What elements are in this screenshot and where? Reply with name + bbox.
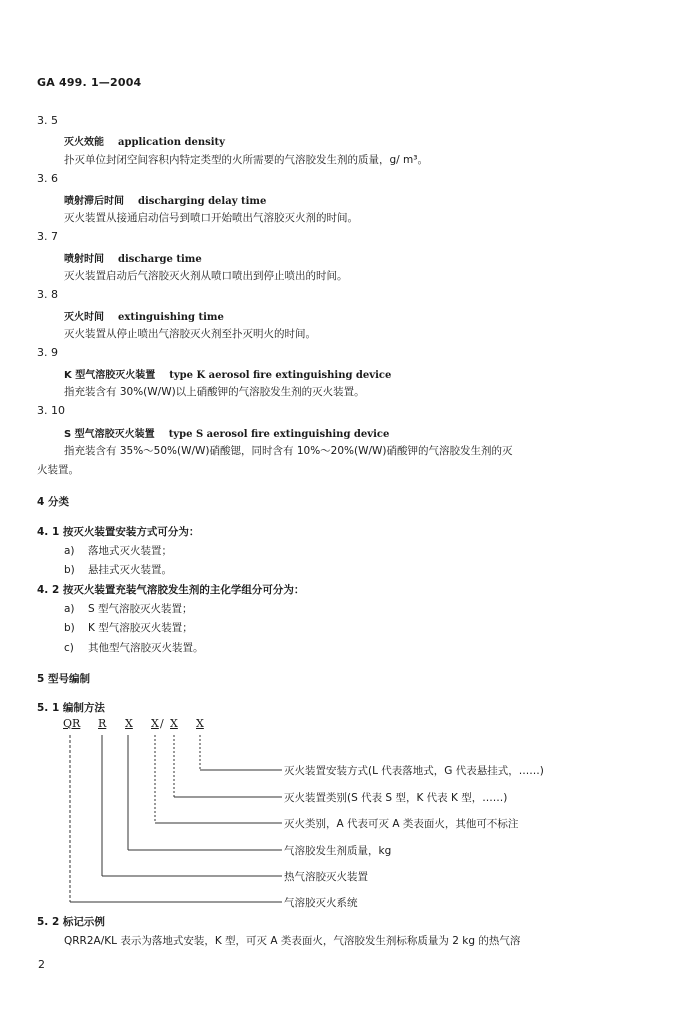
list-item-label: b) — [64, 564, 75, 576]
term-en: extinguishing time — [118, 312, 224, 323]
term-zh: K 型气溶胶灭火装置 — [64, 370, 156, 381]
list-item-text: S 型气溶胶灭火装置； — [88, 603, 193, 615]
term-en: application density — [118, 137, 225, 148]
code-description: 气溶胶灭火系统 — [284, 897, 358, 909]
term-definition: 扑灭单位封闭空间容积内特定类型的火所需要的气溶胶发生剂的质量，g/ m³。 — [64, 154, 428, 166]
list-item-text: 悬挂式灭火装置。 — [88, 564, 172, 576]
term-number: 3. 8 — [37, 288, 58, 301]
code-description: 热气溶胶灭火装置 — [284, 871, 368, 883]
subsection-title: 4. 1 按灭火装置安装方式可分为： — [37, 526, 200, 538]
list-item-label: c) — [64, 642, 74, 654]
code-description: 灭火装置安装方式(L 代表落地式，G 代表悬挂式，……) — [284, 765, 544, 777]
term-number: 3. 6 — [37, 172, 58, 185]
list-item-label: a) — [64, 603, 75, 615]
model-code-part: QR — [63, 717, 81, 730]
model-code-part: X — [196, 717, 204, 730]
model-code-part: X — [151, 717, 159, 730]
subsection-title: 5. 2 标记示例 — [37, 916, 105, 928]
model-code-part: X — [170, 717, 178, 730]
code-description: 灭火装置类别(S 代表 S 型，K 代表 K 型，……) — [284, 792, 508, 804]
code-description: 灭火类别，A 代表可灭 A 类表面火，其他可不标注 — [284, 818, 519, 830]
example-text: QRR2A/KL 表示为落地式安装，K 型，可灭 A 类表面火，气溶胶发生剂标称质量为 2 kg 的热气溶 — [64, 935, 521, 947]
term-definition: 灭火装置从接通启动信号到喷口开始喷出气溶胶灭火剂的时间。 — [64, 212, 358, 224]
subsection-title: 5. 1 编制方法 — [37, 702, 105, 714]
term-zh: 灭火时间 — [64, 312, 104, 323]
subsection-title: 4. 2 按灭火装置充装气溶胶发生剂的主化学组分可分为： — [37, 584, 305, 596]
term-en: discharge time — [118, 254, 202, 265]
term-en: discharging delay time — [138, 196, 267, 207]
section-title: 5 型号编制 — [37, 673, 90, 685]
term-en: type K aerosol fire extinguishing device — [169, 370, 392, 381]
code-description: 气溶胶发生剂质量，kg — [284, 845, 392, 857]
model-code-part: R — [98, 717, 107, 730]
term-definition: 灭火装置从停止喷出气溶胶灭火剂至扑灭明火的时间。 — [64, 328, 316, 340]
model-code-separator: / — [160, 717, 164, 730]
standard-header: GA 499. 1—2004 — [37, 76, 142, 89]
term-number: 3. 5 — [37, 114, 58, 127]
list-item-text: 其他型气溶胶灭火装置。 — [88, 642, 204, 654]
term-zh: S 型气溶胶灭火装置 — [64, 429, 155, 440]
list-item-text: 落地式灭火装置； — [88, 545, 172, 557]
term-definition: 指充装含有 30%(W/W)以上硝酸钾的气溶胶发生剂的灭火装置。 — [64, 386, 365, 398]
list-item-text: K 型气溶胶灭火装置； — [88, 622, 193, 634]
term-definition-continuation: 火装置。 — [37, 464, 79, 476]
term-number: 3. 10 — [37, 404, 65, 417]
list-item-label: a) — [64, 545, 75, 557]
term-zh: 喷射时间 — [64, 254, 104, 265]
term-zh: 喷射滞后时间 — [64, 196, 124, 207]
term-zh: 灭火效能 — [64, 137, 104, 148]
term-definition: 灭火装置启动后气溶胶灭火剂从喷口喷出到停止喷出的时间。 — [64, 270, 348, 282]
list-item-label: b) — [64, 622, 75, 634]
term-en: type S aerosol fire extinguishing device — [168, 429, 390, 440]
term-number: 3. 9 — [37, 346, 58, 359]
section-title: 4 分类 — [37, 496, 69, 508]
term-definition: 指充装含有 35%～50%(W/W)硝酸锶，同时含有 10%～20%(W/W)硝酸钾的气溶胶发生剂的灭 — [64, 445, 513, 457]
page-number: 2 — [38, 958, 45, 971]
term-number: 3. 7 — [37, 230, 58, 243]
model-code-part: X — [125, 717, 133, 730]
